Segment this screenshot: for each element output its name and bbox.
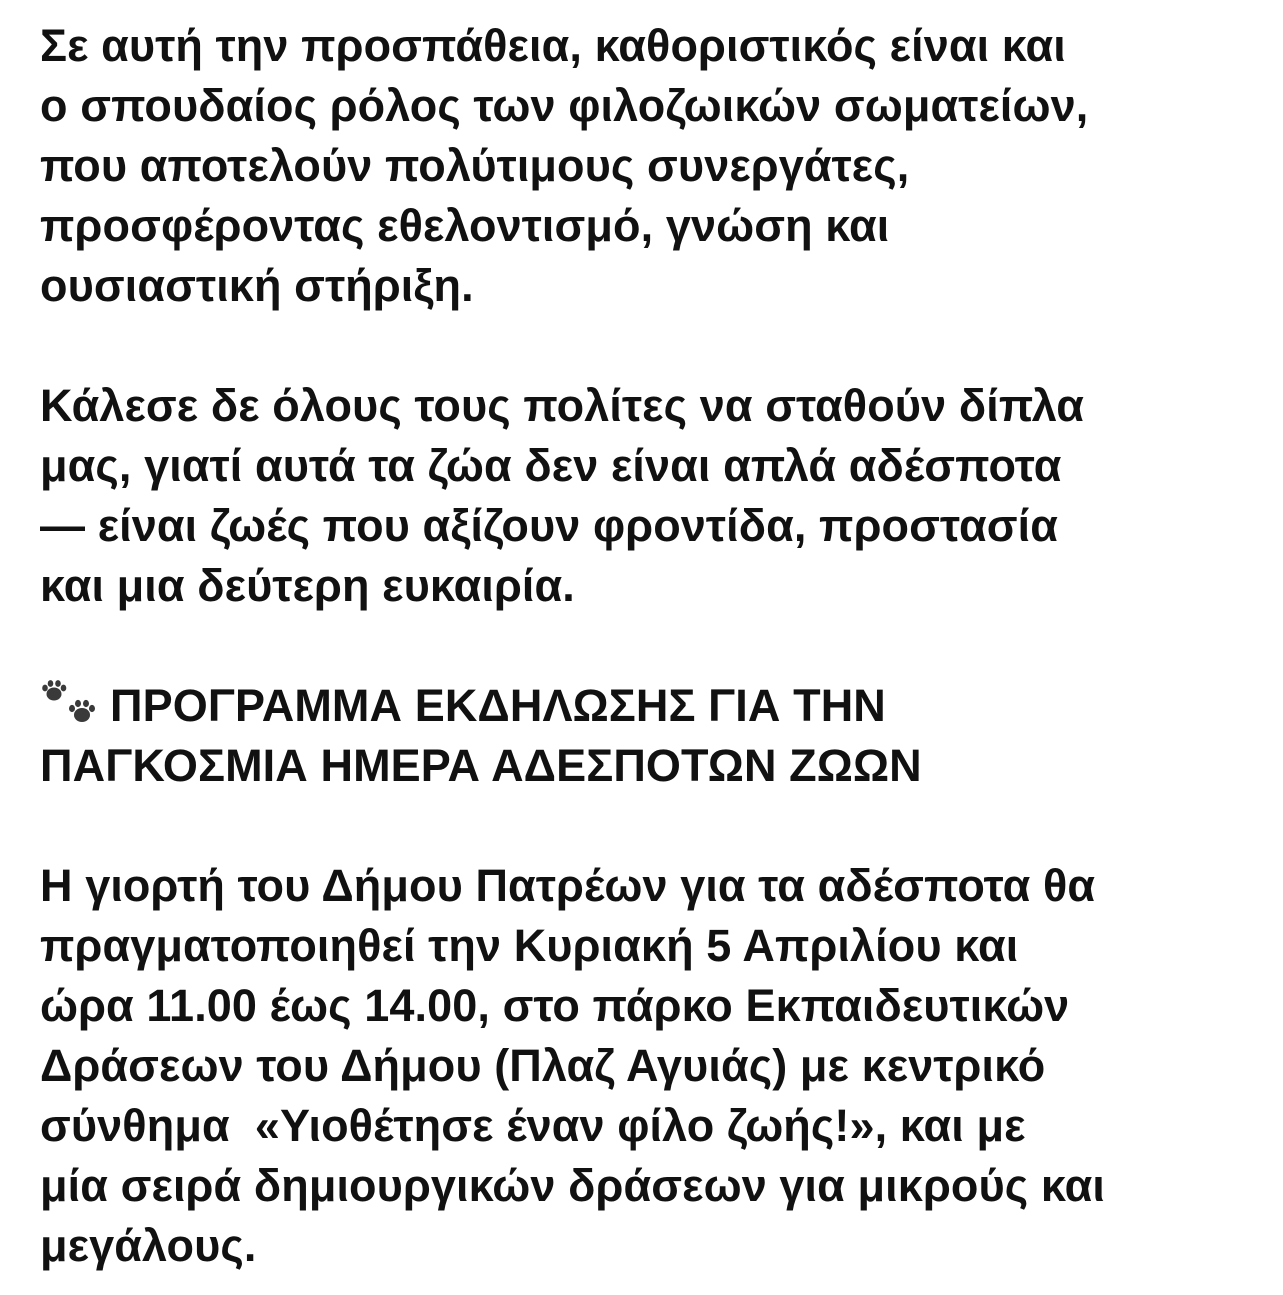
text-line: Η γιορτή του Δήμου Πατρέων για τα αδέσποτα θα [40,860,1096,911]
heading-line: ΠΑΓΚΟΣΜΙΑ ΗΜΕΡΑ ΑΔΕΣΠΟΤΩΝ ΖΩΩΝ [40,740,922,791]
text-line: προσφέροντας εθελοντισμό, γνώση και [40,200,890,251]
text-line: και μια δεύτερη ευκαιρία. [40,560,575,611]
paw-prints-icon [40,679,102,725]
text-line: πραγματοποιηθεί την Κυριακή 5 Απριλίου και [40,920,1019,971]
heading-text: ΠΡΟΓΡΑΜΜΑ ΕΚΔΗΛΩΣΗΣ ΓΙΑ ΤΗΝ [110,680,886,731]
document-body [40,16,1270,1276]
heading-line [40,676,1270,736]
text-line: που αποτελούν πολύτιμους συνεργάτες, [40,140,910,191]
text-line: — είναι ζωές που αξίζουν φροντίδα, προστασία [40,500,1058,551]
paragraph-event-details [40,856,1270,1276]
paragraph-spacer [40,616,1270,676]
text-line: Κάλεσε δε όλους τους πολίτες να σταθούν δίπλα [40,380,1085,431]
paragraph-spacer [40,316,1270,376]
paragraph-spacer [40,796,1270,856]
text-line: μία σειρά δημιουργικών δράσεων για μικρούς και [40,1160,1105,1211]
text-line: ο σπουδαίος ρόλος των φιλοζωικών σωματείων, [40,80,1089,131]
paragraph-associations [40,16,1270,316]
text-line: σύνθημα «Υιοθέτησε έναν φίλο ζωής!», και με [40,1100,1026,1151]
section-heading-program [40,676,1270,796]
text-line: Σε αυτή την προσπάθεια, καθοριστικός είναι και [40,20,1066,71]
text-line: ώρα 11.00 έως 14.00, στο πάρκο Εκπαιδευτικών [40,980,1070,1031]
text-line: μας, γιατί αυτά τα ζώα δεν είναι απλά αδέσποτα [40,440,1062,491]
text-line: Δράσεων του Δήμου (Πλαζ Αγυιάς) με κεντρικό [40,1040,1046,1091]
text-line: μεγάλους. [40,1220,257,1271]
text-line: ουσιαστική στήριξη. [40,260,474,311]
paragraph-call-to-citizens [40,376,1270,616]
